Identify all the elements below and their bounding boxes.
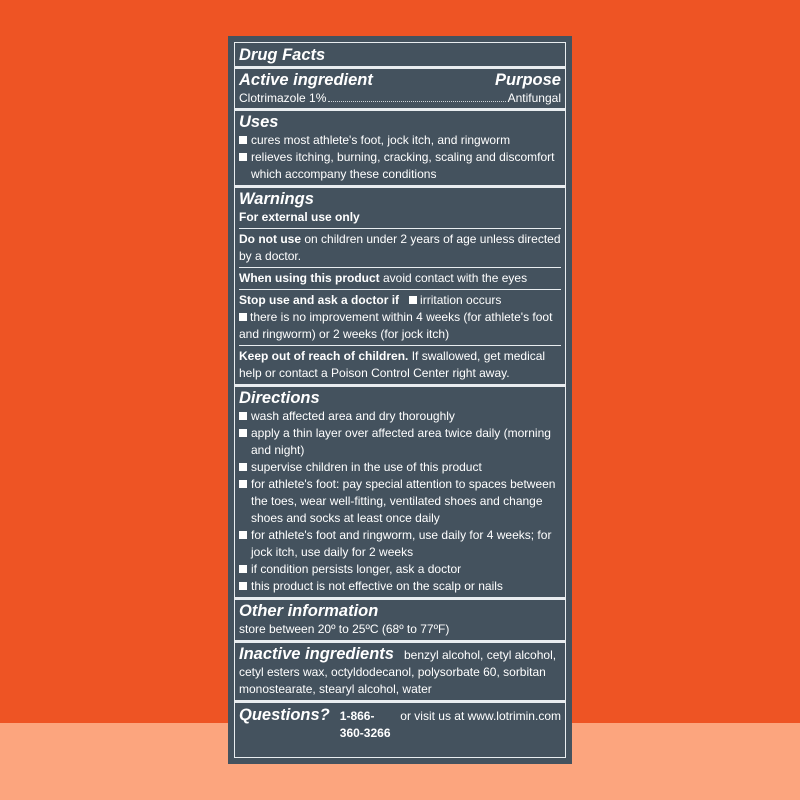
directions-item: for athlete's foot and ringworm, use daily for 4 weeks; for jock itch, use daily for 2 weeks <box>251 528 552 559</box>
bullet-square-icon <box>239 531 247 539</box>
list-item <box>239 132 561 149</box>
bullet-square-icon <box>239 136 247 144</box>
uses-item: relieves itching, burning, cracking, scaling and discomfort which accompany these conditions <box>251 150 555 181</box>
list-item <box>239 149 561 183</box>
purpose-heading: Purpose <box>494 71 561 89</box>
other-info-section <box>239 600 561 640</box>
list-item <box>239 578 561 595</box>
stop-use-item: irritation occurs <box>420 293 502 307</box>
questions-row <box>239 703 561 742</box>
directions-item: wash affected area and dry thoroughly <box>251 409 455 423</box>
stop-use-item: there is no improvement within 4 weeks (for athlete's foot and ringworm) or 2 weeks (for jock itch) <box>239 310 553 341</box>
inactive-text: benzyl alcohol, cetyl alcohol, cetyl esters wax, octyldodecanol, polysorbate 60, sorbitan monostearate, stearyl alcohol, water <box>239 648 557 696</box>
active-heading-row <box>239 69 561 90</box>
when-using-label: When using this product <box>239 271 380 285</box>
bullet-square-icon <box>239 412 247 420</box>
uses-section <box>239 111 561 185</box>
directions-heading: Directions <box>239 389 320 407</box>
drug-facts-title: Drug Facts <box>239 46 326 64</box>
stop-use-label: Stop use and ask a doctor if <box>239 293 400 307</box>
active-purpose: Antifungal <box>507 91 561 105</box>
list-item <box>239 459 561 476</box>
bullet-square-icon <box>239 429 247 437</box>
other-info-text: store between 20º to 25ºC (68º to 77ºF) <box>239 622 450 636</box>
directions-item: if condition persists longer, ask a doctor <box>251 562 462 576</box>
drug-facts-box <box>234 42 566 758</box>
website-text: or visit us at www.lotrimin.com <box>396 709 561 723</box>
bullet-square-icon <box>239 153 247 161</box>
list-item <box>239 425 561 459</box>
warnings-heading: Warnings <box>239 190 314 208</box>
other-info-heading: Other information <box>239 602 379 620</box>
active-ingredient-heading: Active ingredient <box>239 71 373 89</box>
keep-out-text: If swallowed, get medical help or contact a Poison Control Center right away. <box>239 349 546 380</box>
bullet-square-icon <box>239 463 247 471</box>
questions-heading: Questions? <box>239 706 330 724</box>
bullet-square-icon <box>239 313 247 321</box>
directions-section <box>239 387 561 597</box>
drug-facts-label <box>228 36 572 764</box>
keep-out-label: Keep out of reach of children. <box>239 349 409 363</box>
inactive-heading: Inactive ingredients <box>239 645 394 663</box>
uses-item: cures most athlete's foot, jock itch, and ringworm <box>251 133 511 147</box>
stop-use-para-2 <box>239 309 561 345</box>
bullet-square-icon <box>239 480 247 488</box>
when-using-text: avoid contact with the eyes <box>379 271 528 285</box>
uses-heading: Uses <box>239 113 279 131</box>
phone-number: 1-866-360-3266 <box>339 709 391 740</box>
bullet-square-icon <box>239 582 247 590</box>
directions-item: for athlete's foot: pay special attention to spaces between the toes, wear well-fitting, ventilated shoes and change shoes and socks at least once daily <box>251 477 556 525</box>
do-not-use-text: on children under 2 years of age unless directed by a doctor. <box>239 232 561 263</box>
external-use-text: For external use only <box>239 210 360 224</box>
list-item <box>239 527 561 561</box>
list-item <box>239 561 561 578</box>
list-item <box>239 476 561 527</box>
keep-out-para <box>239 346 561 382</box>
directions-item: apply a thin layer over affected area twice daily (morning and night) <box>251 426 551 457</box>
directions-item: supervise children in the use of this product <box>251 460 482 474</box>
inactive-section <box>239 643 561 700</box>
leader-dots <box>328 101 505 102</box>
active-ingredient: Clotrimazole 1% <box>239 91 327 105</box>
directions-item: this product is not effective on the scalp or nails <box>251 579 503 593</box>
warnings-section <box>239 188 561 384</box>
do-not-use-label: Do not use <box>239 232 301 246</box>
active-ingredient-row <box>239 90 561 108</box>
stop-use-para <box>239 290 561 309</box>
bullet-square-icon <box>409 296 417 304</box>
when-using-para <box>239 268 561 289</box>
do-not-use-para <box>239 229 561 267</box>
list-item <box>239 408 561 425</box>
bullet-square-icon <box>239 565 247 573</box>
